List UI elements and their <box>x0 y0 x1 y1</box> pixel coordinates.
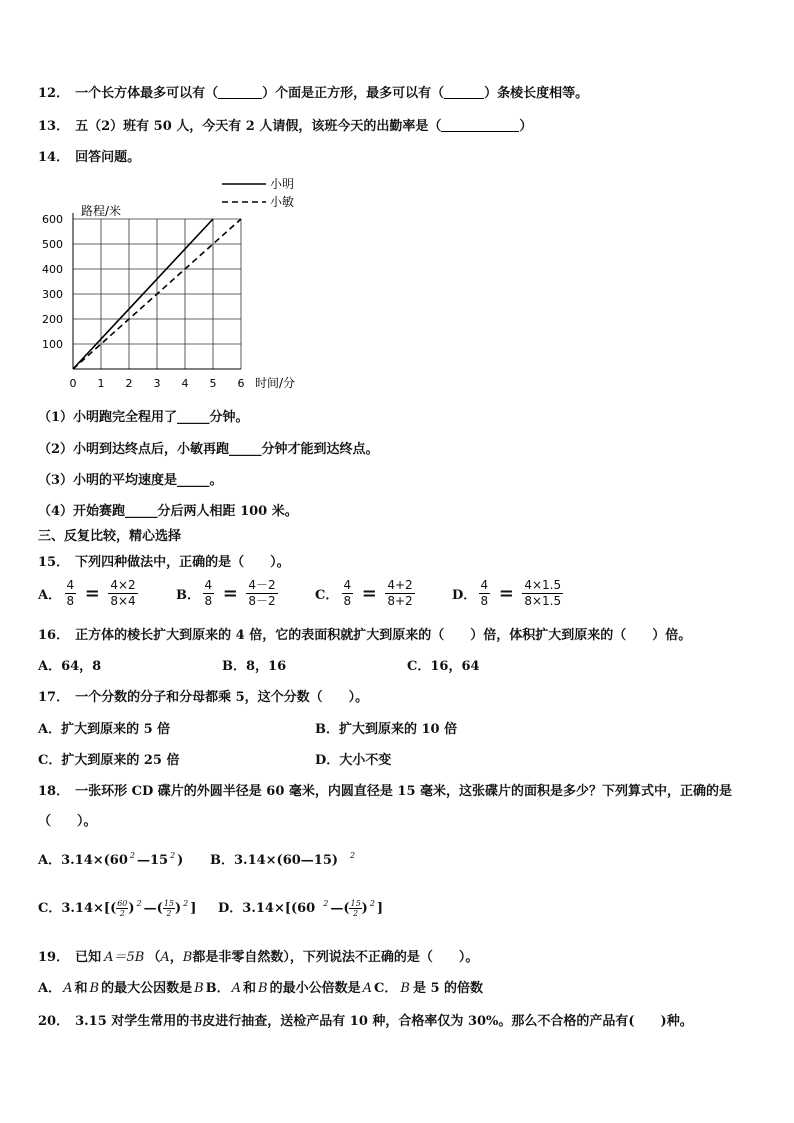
q15-option-d[interactable] <box>452 578 563 609</box>
chart-legend <box>222 177 294 209</box>
fraction: $\frac{4}{8}$ <box>480 578 489 608</box>
question-number: 13． <box>38 119 70 134</box>
question-18-cont: （ ）。 <box>38 814 97 829</box>
question-number: 14． <box>38 150 70 165</box>
fraction: $\frac{4}{8}$ <box>204 578 213 608</box>
q17-option-a[interactable]: A．扩大到原来的 5 倍 <box>38 722 171 737</box>
fraction: $\frac{15}{2}$ <box>350 899 361 918</box>
question-19 <box>38 946 478 965</box>
exponent: 2 <box>136 899 142 908</box>
option-label: C． <box>38 901 62 916</box>
question-number: 18． <box>38 784 70 799</box>
question-text: ）个面是正方形，最多可以有（ <box>262 86 445 101</box>
legend-label: 小明 <box>270 177 295 191</box>
question-text: （ <box>147 950 161 965</box>
question-20 <box>38 1010 693 1029</box>
expr-part: ) <box>361 901 368 916</box>
expr-part: —15 <box>136 853 169 868</box>
q14-sub4: （4）开始赛跑_____分后两人相距 100 米。 <box>38 504 298 519</box>
x-tick-label: 3 <box>153 377 161 390</box>
equals-sign: = <box>361 583 377 604</box>
x-tick-label: 1 <box>97 377 105 390</box>
x-axis-label: 时间/分 <box>255 376 296 390</box>
exponent: 2 <box>129 851 135 860</box>
answer-blank[interactable] <box>444 86 484 99</box>
expr-part: 3.14×[(60 <box>242 901 316 916</box>
exponent: 2 <box>323 899 329 908</box>
expr-part: ) <box>177 853 184 868</box>
question-text: 已知 <box>75 950 102 965</box>
legend-label: 小敏 <box>270 195 295 209</box>
expr-part: 3.14×(60—15) <box>234 853 339 868</box>
fraction: $\frac{4\times 2}{8\times 4}$ <box>110 578 136 608</box>
q15-option-a[interactable] <box>38 578 138 609</box>
q16-option-c[interactable]: C．16，64 <box>407 659 480 674</box>
y-tick-label: 300 <box>42 288 63 301</box>
x-tick-label: 2 <box>125 377 133 390</box>
q16-option-b[interactable]: B．8，16 <box>222 659 287 674</box>
expr-part: ] <box>190 901 197 916</box>
fraction: $\frac{4+2}{8+2}$ <box>387 578 413 608</box>
q19-option-b[interactable]: B． A 和 B 的最小公倍数是 A <box>205 981 373 996</box>
fraction: $\frac{4-2}{8-2}$ <box>248 578 276 608</box>
y-tick-label: 600 <box>42 213 63 226</box>
question-text: 下列四种做法中，正确的是（ ）。 <box>75 555 290 570</box>
q14-sub2: （2）小明到达终点后，小敏再跑_____分钟才能到达终点。 <box>38 442 379 457</box>
question-number: 12． <box>38 86 70 101</box>
exponent: 2 <box>369 899 375 908</box>
q14-sub1: （1）小明跑完全程用了_____分钟。 <box>38 410 249 425</box>
x-tick-label: 5 <box>209 377 217 390</box>
x-tick-label: 0 <box>69 377 77 390</box>
y-tick-label: 200 <box>42 313 63 326</box>
question-text: 五（2）班有 50 人，今天有 2 人请假，该班今天的出勤率是（ <box>75 119 442 134</box>
question-14 <box>38 146 140 165</box>
option-label: C． <box>315 588 339 603</box>
option-label: A． <box>38 588 62 603</box>
q17-option-c[interactable]: C．扩大到原来的 25 倍 <box>38 753 180 768</box>
expr-part: ) <box>175 901 182 916</box>
distance-time-chart <box>30 172 320 397</box>
answer-blank[interactable] <box>218 86 262 99</box>
fraction: $\frac{60}{2}$ <box>117 899 128 918</box>
y-tick-label: 400 <box>42 263 63 276</box>
fraction: $\frac{4\times 1.5}{8\times 1.5}$ <box>524 578 562 608</box>
question-16 <box>38 624 691 643</box>
q19-option-c[interactable]: C． B 是 5 的倍数 <box>374 981 484 996</box>
q18-option-b[interactable] <box>210 849 357 868</box>
question-text: 一个长方体最多可以有（ <box>75 86 219 101</box>
question-text: 一张环形 CD 碟片的外圆半径是 60 毫米，内圆直径是 15 毫米，这张碟片的面积是多少？下列算式中，正确的是 <box>75 784 733 799</box>
question-17 <box>38 686 368 705</box>
question-18 <box>38 780 732 799</box>
equals-sign: = <box>498 583 514 604</box>
q18-option-a[interactable] <box>38 849 183 868</box>
question-text: 3.15 对学生常用的书皮进行抽查，送检产品有 10 种，合格率仅为 30%。那么不合格的产品有( )种。 <box>75 1014 693 1029</box>
q15-option-b[interactable] <box>176 578 278 609</box>
question-number: 15． <box>38 555 70 570</box>
expr-part: ) <box>128 901 135 916</box>
expr-part: —( <box>330 901 350 916</box>
question-number: 16． <box>38 628 70 643</box>
question-15 <box>38 551 290 570</box>
option-label: B． <box>176 588 200 603</box>
q18-option-d[interactable] <box>218 897 383 918</box>
option-label: D． <box>452 588 477 603</box>
q14-sub3: （3）小明的平均速度是_____。 <box>38 473 223 488</box>
exponent: 2 <box>350 851 356 860</box>
q17-option-b[interactable]: B．扩大到原来的 10 倍 <box>315 722 458 737</box>
expr-part: 3.14×[( <box>61 901 117 916</box>
option-label: B． <box>210 853 234 868</box>
q17-option-d[interactable]: D．大小不变 <box>315 753 392 768</box>
question-number: 17． <box>38 690 70 705</box>
y-tick-label: 100 <box>42 338 63 351</box>
q19-options <box>38 977 483 996</box>
fraction: $\frac{4}{8}$ <box>343 578 352 608</box>
exponent: 2 <box>183 899 189 908</box>
x-tick-label: 4 <box>181 377 189 390</box>
q16-option-a[interactable]: A．64，8 <box>38 659 102 674</box>
question-13 <box>38 115 532 134</box>
question-number: 19． <box>38 950 70 965</box>
question-number: 20． <box>38 1014 70 1029</box>
math-expr: A＝5B <box>104 950 145 965</box>
question-text: 都是非零自然数），下列说法不正确的是（ ）。 <box>192 950 479 965</box>
answer-blank[interactable] <box>441 119 519 132</box>
q19-option-a[interactable]: A． A 和 B 的最大公因数是 B <box>38 981 204 996</box>
option-label: D． <box>218 901 243 916</box>
question-12 <box>38 82 588 101</box>
fraction: $\frac{4}{8}$ <box>66 578 75 608</box>
y-tick-label: 500 <box>42 238 63 251</box>
math-var: A <box>160 950 170 965</box>
option-label: A． <box>38 853 62 868</box>
equals-sign: = <box>84 583 100 604</box>
question-text: 回答问题。 <box>75 150 141 165</box>
question-text: 正方体的棱长扩大到原来的 4 倍，它的表面积就扩大到原来的（ ）倍，体积扩大到原来的（ ）倍。 <box>75 628 692 643</box>
y-axis-label: 路程/米 <box>81 204 122 218</box>
expr-part: —( <box>143 901 163 916</box>
question-text: ）条棱长度相等。 <box>484 86 589 101</box>
question-text: 一个分数的分子和分母都乘 5，这个分数（ ）。 <box>75 690 369 705</box>
expr-part: ] <box>376 901 384 916</box>
equals-sign: = <box>222 583 238 604</box>
q15-option-c[interactable] <box>315 578 415 609</box>
math-var: B <box>182 950 193 965</box>
exponent: 2 <box>170 851 176 860</box>
x-tick-label: 6 <box>237 377 245 390</box>
question-text: ， <box>169 950 183 965</box>
expr-part: 3.14×(60 <box>61 853 128 868</box>
section-title: 三、反复比较，精心选择 <box>38 529 182 544</box>
fraction: $\frac{15}{2}$ <box>163 899 174 918</box>
question-text: ） <box>519 119 533 134</box>
q18-option-c[interactable] <box>38 897 196 918</box>
